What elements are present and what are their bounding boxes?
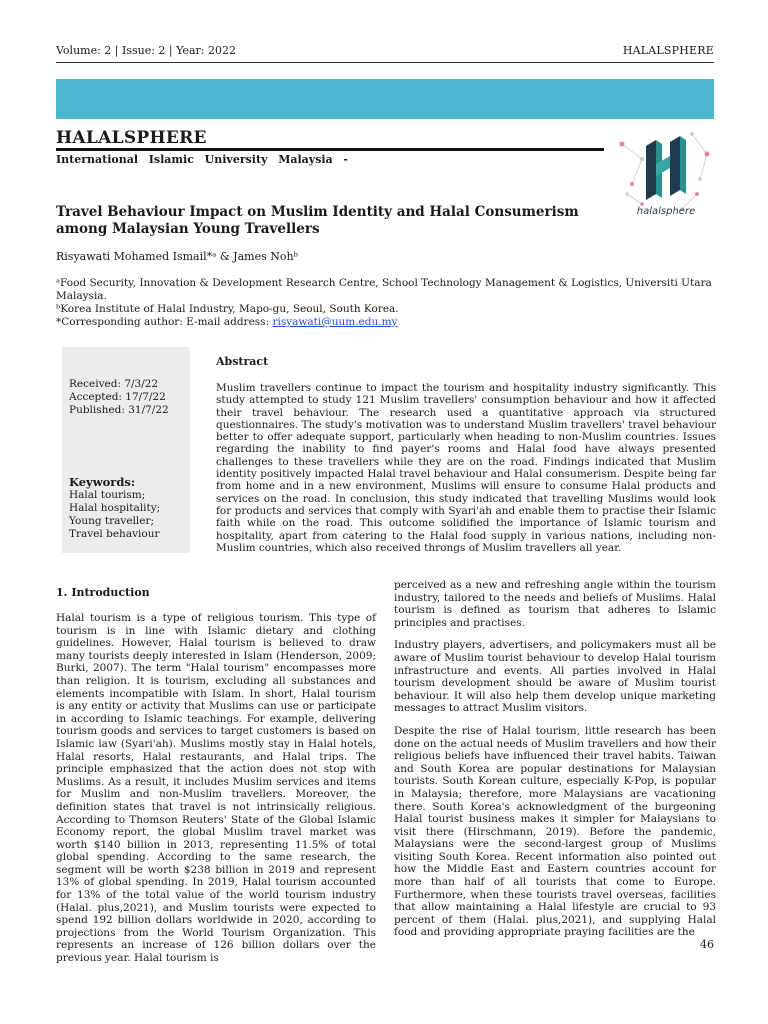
- article-dates: [69, 378, 169, 417]
- article-title-text: Travel Behaviour Impact on Muslim Identity and Halal Consumerism among Malaysian Young Travellers: [56, 204, 579, 237]
- article-title: [56, 204, 616, 238]
- journal-title-rule: [56, 148, 604, 151]
- intro-paragraph: Despite the rise of Halal tourism, little research has been done on the actual needs of Muslim travellers and how their religious beliefs have influenced their travel habits. Taiwan and South Korea are popular destinations for Malaysian tourists. South Korean culture, especially K-Pop, is popular in Malaysia; therefore, more Malaysians are vacationing there. South Korea's acknowledgment of the burgeoning Halal tourist business makes it simpler for Malaysians to visit there (Hirschmann, 2019). Before the pandemic, Malaysians were the second-largest group of Muslims visiting South Korea. Recent information also pointed out how the Middle East and Eastern countries account for more than half of all tourists that come to Europe. Furthermore, when these tourists travel overseas, facilities that allow maintaining a Halal lifestyle are crucial to 93 percent of them (Halal. plus,2021), and supplying Halal food and providing appropriate praying facilities are the: [394, 724, 716, 939]
- published-date: Published: 31/7/22: [69, 404, 169, 416]
- introduction-right-column: [394, 579, 716, 949]
- author-affiliations: [56, 277, 716, 329]
- affiliation-word: -: [343, 153, 348, 166]
- affiliation-word: Malaysia: [278, 153, 333, 166]
- journal-affiliation: [56, 153, 348, 166]
- author-list: Risyawati Mohamed Ismail*ᵃ & James Nohᵇ: [56, 250, 298, 263]
- keyword-item: Halal hospitality;: [69, 502, 161, 514]
- intro-paragraph: perceived as a new and refreshing angle within the tourism industry, tailored to the needs and beliefs of Muslims. Halal tourism is defined as tourism that adheres to Islamic principles and practises.: [394, 579, 716, 629]
- corresponding-email-link[interactable]: risyawati@uum.edu.my: [272, 316, 398, 328]
- received-date: Received: 7/3/22: [69, 378, 159, 390]
- keywords-heading: Keywords:: [69, 475, 136, 489]
- abstract-heading: Abstract: [216, 355, 269, 368]
- page-number: 46: [700, 938, 714, 951]
- header-color-band: [56, 79, 714, 119]
- logo-wordmark: halalsphere: [636, 206, 696, 217]
- corresponding-author: [56, 316, 716, 329]
- keyword-item: Halal tourism;: [69, 489, 146, 501]
- intro-paragraph: Industry players, advertisers, and policymakers must all be aware of Muslim tourist behaviour to develop Halal tourism infrastructure and events. All parties involved in Halal tourism development should be aware of Muslim tourist behaviour. It will also help them develop unique marketing messages to attract Muslim visitors.: [394, 639, 716, 715]
- intro-paragraph: Halal tourism is a type of religious tourism. This type of tourism is in line with Islamic dietary and clothing guidelines. However, Halal tourism is believed to draw many tourists deeply interested in Islam (Henderson, 2009; Burki, 2007). The term "Halal tourism" encompasses more than religion. It is tourism, excluding all substances and elements incompatible with Islam. In short, Halal tourism is any entity or activity that Muslims can use or participate in according to Islamic teachings. For example, delivering tourism goods and services to target customers is based on Islamic law (Syari'ah). Muslims mostly stay in Halal hotels, Halal resorts, Halal restaurants, and Halal trips. The principle emphasized that the action does not stop with Muslims. As a result, it includes Muslim services and items for Muslim and non-Muslim travellers. Moreover, the definition states that travel is not intrinsically religious. According to Thomson Reuters' State of the Global Islamic Economy report, the global Muslim travel market was worth $140 billion in 2013, representing 11.5% of total global spending. According to the same research, the segment will be worth $238 billion in 2019 and represent 13% of global spending. In 2019, Halal tourism accounted for 13% of the total value of the world tourism industry (Halal. plus,2021), and Muslim tourists were expected to spend 192 billion dollars worldwide in 2020, according to projections from the World Tourism Organization. This represents an increase of 126 billion dollars over the previous year. Halal tourism is: [56, 612, 376, 965]
- corresponding-label: *Corresponding author: E-mail address:: [56, 316, 273, 328]
- header-divider: [56, 62, 714, 63]
- introduction-heading: 1. Introduction: [56, 586, 150, 599]
- journal-title: HALALSPHERE: [56, 128, 207, 148]
- keyword-item: Travel behaviour: [69, 528, 160, 540]
- introduction-left-column: [56, 612, 376, 965]
- affiliation-b: ᵇKorea Institute of Halal Industry, Mapo-gu, Seoul, South Korea.: [56, 303, 399, 315]
- affiliation-a: ᵃFood Security, Innovation & Development Research Centre, School Technology Management & Logistics, Universiti Utara Malaysia.: [56, 277, 712, 302]
- keyword-item: Young traveller;: [69, 515, 155, 527]
- affiliation-word: International: [56, 153, 139, 166]
- affiliation-word: Islamic: [148, 153, 194, 166]
- abstract-text: Muslim travellers continue to impact the tourism and hospitality industry significantly. This study attempted to study 121 Muslim travellers' consumption behaviour and how it affected their travel behaviour. The research used a quantitative approach via structured questionnaires. The study's motivation was to understand Muslim travellers' travel behaviour better to offer adequate support, particularly when heading to non-Muslim countries. Issues regarding the inability to find payer's rooms and Halal food have always presented challenges to these travellers while they are on the road. Findings indicated that Muslim identity positively impacted Halal travel behaviour and Halal consumerism. Despite being far from home and in a new environment, Muslims will ensure to consume Halal products and services on the road. In conclusion, this study indicated that travelling Muslims would look for products and services that comply with Syari'ah and enable them to practise their Islamic faith while on the road. This outcome solidified the importance of Islamic tourism and hospitality, apart from catering to the Halal food supply in various nations, including non-Muslim countries, which also received throngs of Muslim travellers all year.: [216, 382, 716, 554]
- accepted-date: Accepted: 17/7/22: [69, 391, 166, 403]
- volume-issue-year: Volume: 2 | Issue: 2 | Year: 2022: [56, 44, 236, 57]
- affiliation-word: University: [204, 153, 268, 166]
- halalsphere-logo-icon: [612, 124, 712, 224]
- running-header-journal: HALALSPHERE: [622, 44, 714, 57]
- keywords-block: [69, 476, 160, 541]
